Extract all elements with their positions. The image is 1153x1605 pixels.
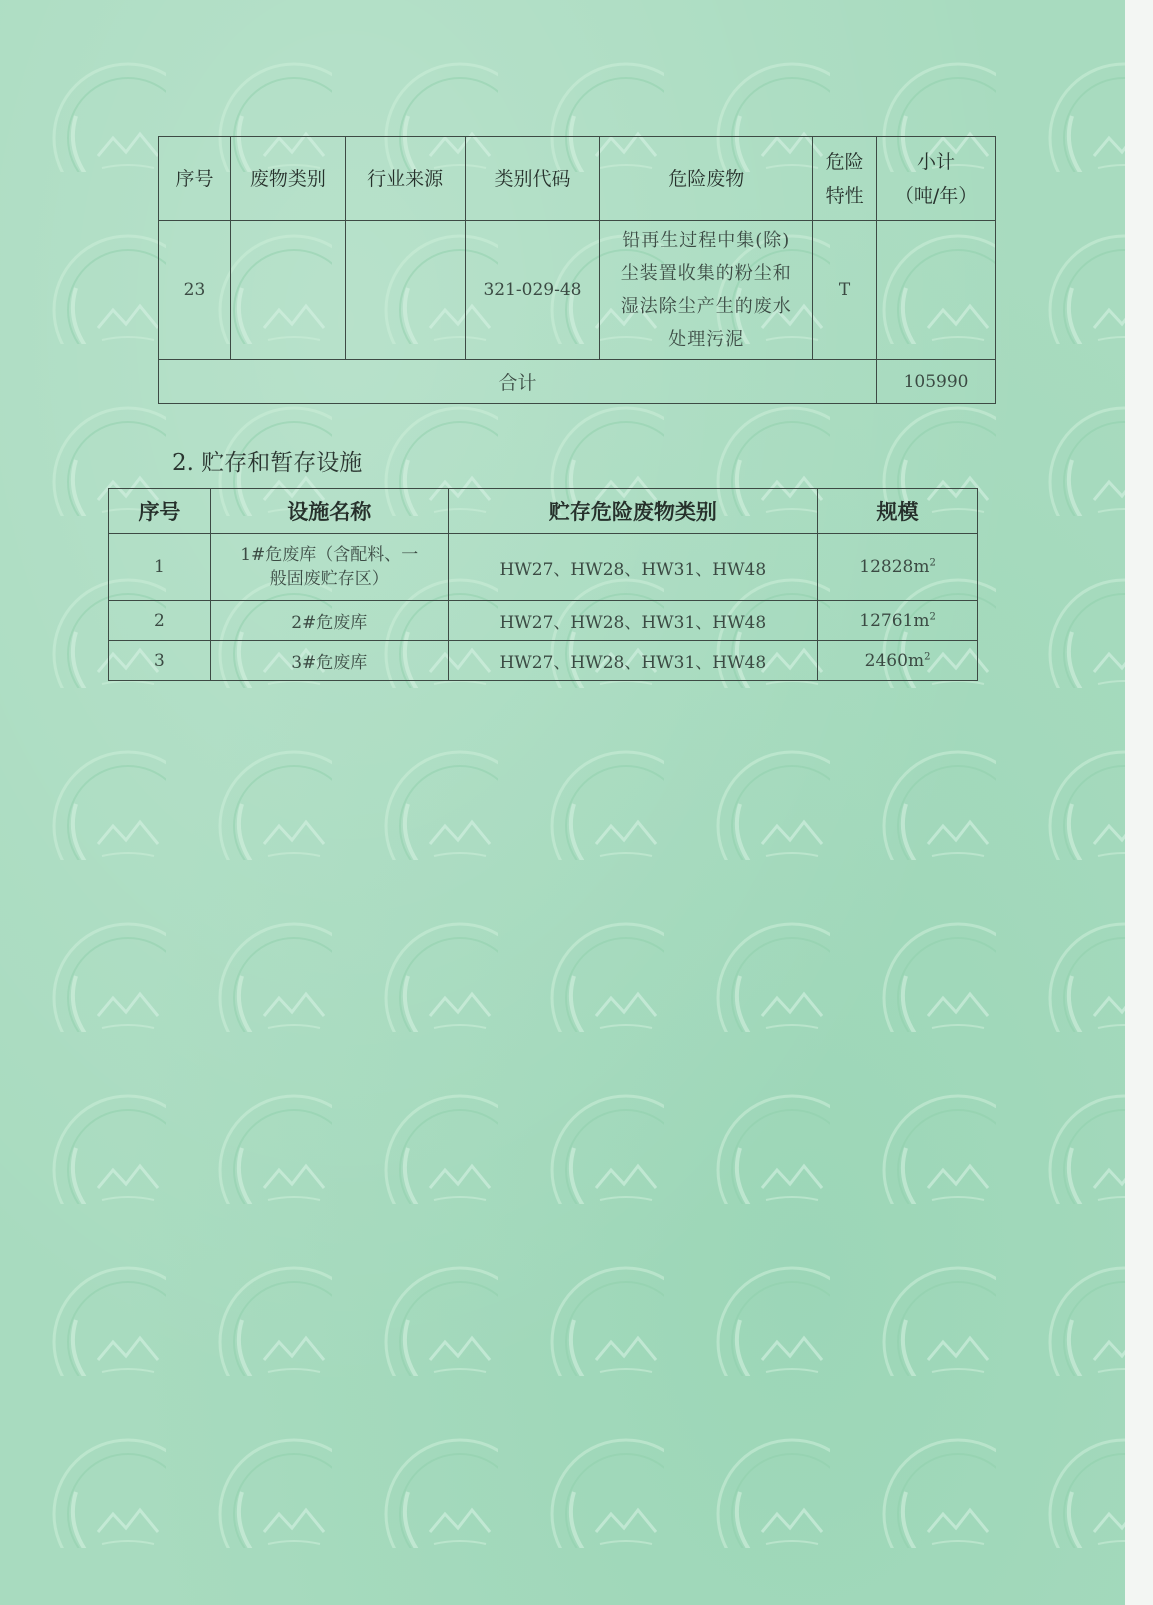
cell-facility-name: 2#危废库 <box>210 601 448 641</box>
header-facility-name: 设施名称 <box>210 489 448 534</box>
header-hazard-line-1: 危险 <box>825 150 864 173</box>
cell-waste-types: HW27、HW28、HW31、HW48 <box>448 534 818 601</box>
scale-value: 12828 <box>859 557 914 577</box>
scale-unit: m <box>907 650 925 671</box>
header-waste: 危险废物 <box>600 137 813 221</box>
scale-unit: m <box>913 610 930 631</box>
cell-facility-name: 3#危废库 <box>210 641 448 681</box>
cell-waste-line-2: 尘装置收集的粉尘和 <box>620 263 792 284</box>
total-label: 合计 <box>159 360 877 404</box>
scale-value: 12761 <box>859 610 914 631</box>
cell-seq: 2 <box>109 601 211 641</box>
header-scale: 规模 <box>818 489 978 534</box>
header-hazard <box>813 137 877 221</box>
scale-unit: m <box>913 557 930 577</box>
table-row <box>109 601 978 641</box>
cell-waste-types: HW27、HW28、HW31、HW48 <box>448 641 818 681</box>
cell-waste-line-1: 铅再生过程中集(除) <box>622 230 791 251</box>
cell-subtotal <box>877 221 996 360</box>
cell-industry <box>345 221 465 360</box>
header-waste-types: 贮存危险废物类别 <box>448 489 818 534</box>
cell-facility-name <box>210 534 448 601</box>
header-subtotal-line-2: （吨/年） <box>894 184 978 207</box>
header-subtotal-line-1: 小计 <box>917 150 956 173</box>
section-title: 2. 贮存和暂存设施 <box>172 450 363 476</box>
scale-unit-sup: 2 <box>924 650 931 662</box>
cell-seq: 23 <box>159 221 231 360</box>
hazardous-waste-table <box>158 136 996 404</box>
cell-hazard: T <box>813 221 877 360</box>
header-category: 废物类别 <box>230 137 345 221</box>
header-seq: 序号 <box>109 489 211 534</box>
cell-seq: 3 <box>109 641 211 681</box>
scale-unit-sup: 2 <box>929 610 936 622</box>
cell-category <box>230 221 345 360</box>
cell-facility-name-line-1: 1#危废库（含配料、一 <box>240 545 419 565</box>
cell-scale <box>818 534 978 601</box>
header-hazard-line-2: 特性 <box>825 184 864 207</box>
cell-scale <box>818 641 978 681</box>
header-code: 类别代码 <box>465 137 600 221</box>
header-subtotal <box>877 137 996 221</box>
paper-edge <box>1125 0 1153 1605</box>
header-seq: 序号 <box>159 137 231 221</box>
storage-facility-table <box>108 488 978 681</box>
cell-waste-line-4: 处理污泥 <box>668 329 745 350</box>
cell-waste <box>600 221 813 360</box>
cell-code: 321-029-48 <box>465 221 600 360</box>
total-value: 105990 <box>877 360 996 404</box>
cell-waste-line-3: 湿法除尘产生的废水 <box>620 296 792 317</box>
table-header-row <box>159 137 996 221</box>
cell-scale <box>818 601 978 641</box>
cell-facility-name-line-2: 般固废贮存区） <box>269 569 389 589</box>
cell-seq: 1 <box>109 534 211 601</box>
scale-unit-sup: 2 <box>929 557 936 569</box>
table-row <box>159 221 996 360</box>
total-row <box>159 360 996 404</box>
table-row <box>109 641 978 681</box>
table-row <box>109 534 978 601</box>
table-header-row <box>109 489 978 534</box>
cell-waste-types: HW27、HW28、HW31、HW48 <box>448 601 818 641</box>
header-industry: 行业来源 <box>345 137 465 221</box>
scale-value: 2460 <box>864 650 908 671</box>
